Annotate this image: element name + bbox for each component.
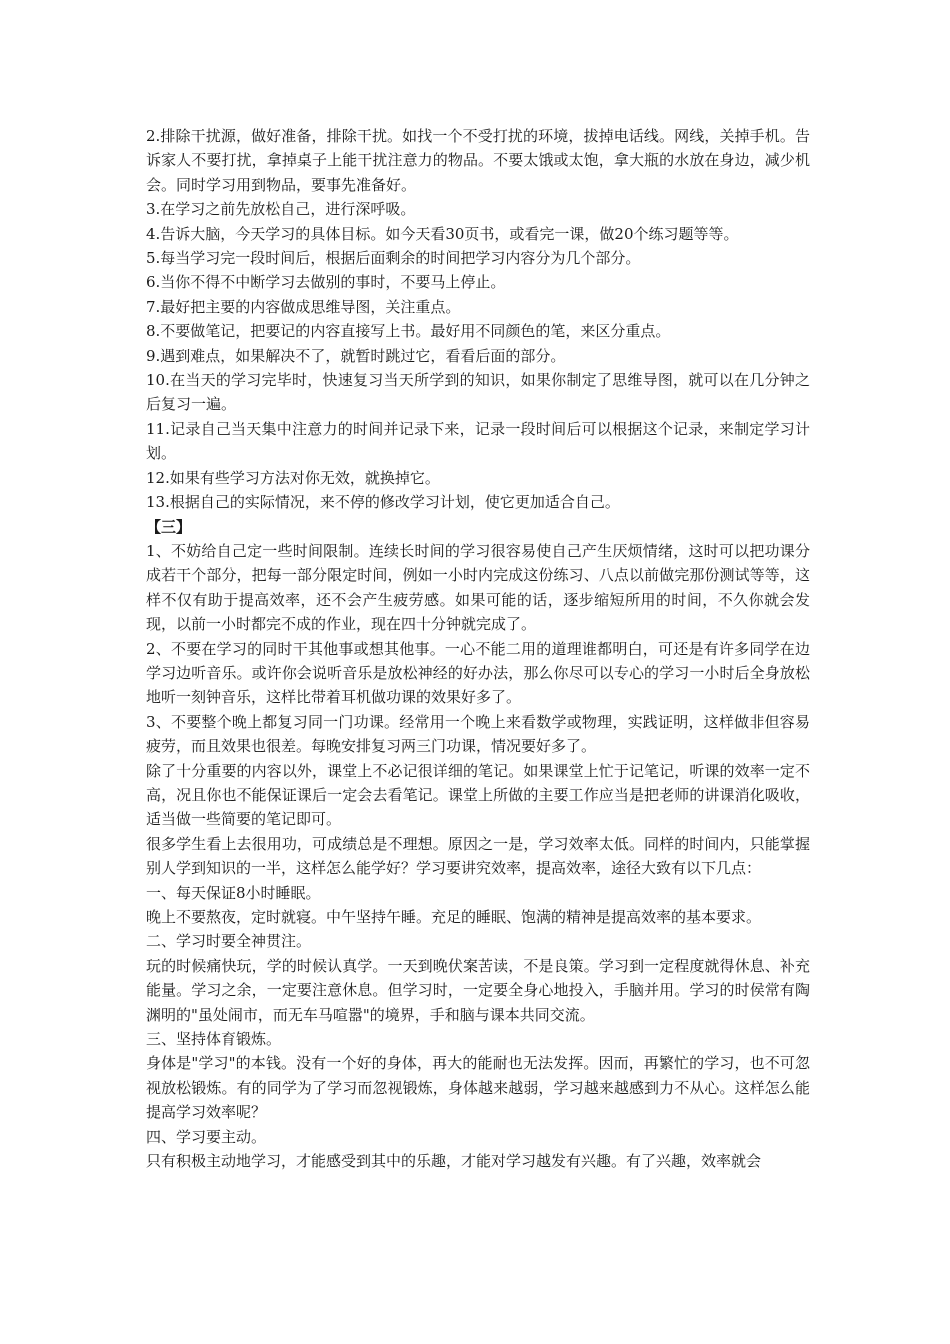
paragraph-initiative: 只有积极主动地学习，才能感受到其中的乐趣，才能对学习越发有兴趣。有了兴趣，效率就会 (146, 1152, 762, 1171)
paragraph-item-5: 5.每当学习完一段时间后，根据后面剩余的时间把学习内容分为几个部分。 (146, 249, 641, 268)
subheading-focus: 二、学习时要全神贯注。 (146, 932, 312, 951)
paragraph-item-13: 13.根据自己的实际情况，来不停的修改学习计划，使它更加适合自己。 (146, 493, 620, 512)
paragraph-tip-2: 2、不要在学习的同时干其他事或想其他事。一心不能二用的道理谁都明白，可还是有许多同学在边学习边听音乐。或许你会说听音乐是放松神经的好办法，那么你尽可以专心的学习一小时后全身放松地听一刻钟音乐，这样比带着耳机做功课的效果好多了。 (146, 639, 810, 707)
subheading-sleep: 一、每天保证8小时睡眠。 (146, 883, 321, 902)
paragraph-sleep: 晚上不要熬夜，定时就寝。中午坚持午睡。充足的睡眠、饱满的精神是提高效率的基本要求。 (146, 908, 762, 926)
paragraph-tip-1: 1、不妨给自己定一些时间限制。连续长时间的学习很容易使自己产生厌烦情绪，这时可以把功课分成若干个部分，把每一部分限定时间，例如一小时内完成这份练习、八点以前做完那份测试等等，这样不仅有助于提高效率，还不会产生疲劳感。如果可能的话，逐步缩短所用的时间，不久你就会发现，以前一小时都完不成的作业，现在四十分钟就完成了。 (146, 541, 810, 634)
paragraph-item-11: 11.记录自己当天集中注意力的时间并记录下来，记录一段时间后可以根据这个记录，来制定学习计划。 (146, 419, 810, 463)
paragraph-exercise: 身体是"学习"的本钱。没有一个好的身体，再大的能耐也无法发挥。因而，再繁忙的学习，也不可忽视放松锻炼。有的同学为了学习而忽视锻炼，身体越来越弱，学习越来越感到力不从心。这样怎么能提高学习效率呢？ (146, 1054, 810, 1122)
subheading-initiative: 四、学习要主动。 (146, 1127, 267, 1146)
paragraph-item-8: 8.不要做笔记，把要记的内容直接写上书。最好用不同颜色的笔，来区分重点。 (146, 322, 671, 341)
paragraph-item-7: 7.最好把主要的内容做成思维导图，关注重点。 (146, 297, 461, 316)
paragraph-item-10: 10.在当天的学习完毕时，快速复习当天所学到的知识，如果你制定了思维导图，就可以在几分钟之后复习一遍。 (146, 371, 810, 414)
section-heading-three: 【三】 (146, 517, 192, 536)
paragraph-item-12: 12.如果有些学习方法对你无效，就换掉它。 (146, 468, 440, 487)
document-page (146, 124, 810, 1173)
paragraph-item-9: 9.遇到难点，如果解决不了，就暂时跳过它，看看后面的部分。 (146, 346, 566, 365)
paragraph-item-3: 3.在学习之前先放松自己，进行深呼吸。 (146, 200, 416, 219)
paragraph-item-6: 6.当你不得不中断学习去做别的事时，不要马上停止。 (146, 273, 506, 292)
paragraph-efficiency-intro: 很多学生看上去很用功，可成绩总是不理想。原因之一是，学习效率太低。同样的时间内，只能掌握别人学到知识的一半，这样怎么能学好？学习要讲究效率，提高效率，途径大致有以下几点： (146, 834, 810, 878)
paragraph-notes: 除了十分重要的内容以外，课堂上不必记很详细的笔记。如果课堂上忙于记笔记，听课的效率一定不高，况且你也不能保证课后一定会去看笔记。课堂上所做的主要工作应当是把老师的讲课消化吸收，适当做一些简要的笔记即可。 (146, 761, 810, 829)
paragraph-item-2: 2.排除干扰源，做好准备，排除干扰。如找一个不受打扰的环境，拔掉电话线。网线，关掉手机。告诉家人不要打扰，拿掉桌子上能干扰注意力的物品。不要太饿或太饱，拿大瓶的水放在身边，减少机会。同时学习用到物品，要事先准备好。 (146, 127, 810, 194)
subheading-exercise: 三、坚持体育锻炼。 (146, 1030, 282, 1049)
paragraph-focus: 玩的时候痛快玩，学的时候认真学。一天到晚伏案苦读，不是良策。学习到一定程度就得休息、补充能量。学习之余，一定要注意休息。但学习时，一定要全身心地投入，手脑并用。学习的时侯常有陶渊明的"虽处闹市，而无车马喧嚣"的境界，手和脑与课本共同交流。 (146, 956, 810, 1024)
paragraph-item-4: 4.告诉大脑，今天学习的具体目标。如今天看30页书，或看完一课，做20个练习题等等。 (146, 224, 739, 243)
paragraph-tip-3: 3、不要整个晚上都复习同一门功课。经常用一个晚上来看数学或物理，实践证明，这样做非但容易疲劳，而且效果也很差。每晚安排复习两三门功课，情况要好多了。 (146, 712, 810, 756)
